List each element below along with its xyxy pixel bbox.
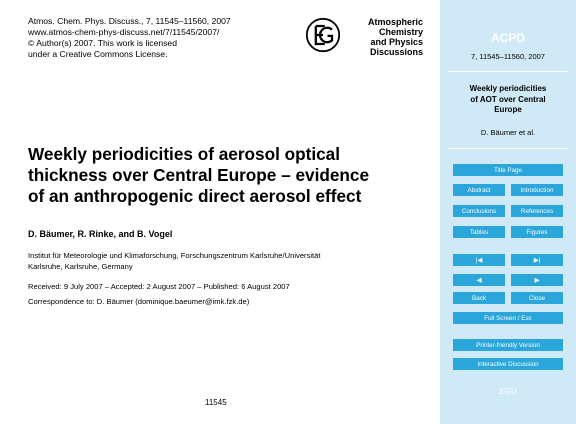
short-title-line-3: Europe bbox=[494, 105, 522, 114]
page-number: 11545 bbox=[205, 398, 227, 407]
logo-word-physics: and Physics bbox=[370, 37, 423, 47]
logo-wordmark bbox=[339, 17, 423, 57]
affiliation-line-2: Karlsruhe, Karlsruhe, Germany bbox=[28, 261, 133, 271]
last-page-icon[interactable]: ▶| bbox=[511, 254, 563, 266]
publisher-name: EGU bbox=[499, 387, 517, 396]
title-line-2: thickness over Central Europe – evidence bbox=[28, 165, 370, 185]
short-title-line-2: of AOT over Central bbox=[470, 94, 546, 104]
publication-dates: Received: 9 July 2007 – Accepted: 2 August 2007 – Published: 6 August 2007 bbox=[28, 282, 290, 291]
figures-button[interactable]: Figures bbox=[511, 226, 563, 238]
divider bbox=[448, 148, 568, 149]
affiliation-line-1: Institut für Meteorologie und Klimaforschung, Forschungszentrum Karlsruhe/Universität bbox=[28, 251, 321, 260]
correspondence: Correspondence to: D. Bäumer (dominique.baeumer@imk.fzk.de) bbox=[28, 297, 250, 306]
egu-logo-icon bbox=[305, 17, 341, 53]
divider bbox=[448, 71, 568, 72]
navigation-sidebar bbox=[440, 0, 576, 424]
short-authors: D. Bäumer et al. bbox=[480, 128, 536, 137]
author-list: D. Bäumer, R. Rinke, and B. Vogel bbox=[28, 229, 173, 239]
title-line-1: Weekly periodicities of aerosol optical bbox=[28, 144, 341, 164]
citation-url: www.atmos-chem-phys-discuss.net/7/11545/2007/ bbox=[28, 27, 220, 37]
interactive-discussion-button[interactable]: Interactive Discussion bbox=[453, 358, 563, 370]
back-button[interactable]: Back bbox=[453, 292, 505, 304]
first-page-icon[interactable]: |◀ bbox=[453, 254, 505, 266]
journal-reference: 7, 11545–11560, 2007 bbox=[471, 52, 545, 61]
copyright-line: © Author(s) 2007. This work is licensed bbox=[28, 38, 177, 48]
conclusions-button[interactable]: Conclusions bbox=[453, 205, 505, 217]
paper-title bbox=[28, 144, 433, 207]
tables-button[interactable]: Tables bbox=[453, 226, 505, 238]
previous-page-icon[interactable]: ◀ bbox=[453, 274, 505, 286]
affiliation bbox=[28, 251, 428, 272]
printer-friendly-button[interactable]: Printer-friendly Version bbox=[453, 339, 563, 351]
full-screen-button[interactable]: Full Screen / Esc bbox=[453, 312, 563, 324]
introduction-button[interactable]: Introduction bbox=[511, 184, 563, 196]
close-button[interactable]: Close bbox=[511, 292, 563, 304]
journal-name: ACPD bbox=[490, 31, 525, 45]
logo-word-chemistry: Chemistry bbox=[378, 27, 423, 37]
references-button[interactable]: References bbox=[511, 205, 563, 217]
license-line: under a Creative Commons License. bbox=[28, 49, 168, 59]
next-page-icon[interactable]: ▶ bbox=[511, 274, 563, 286]
logo-word-atmospheric: Atmospheric bbox=[367, 17, 423, 27]
title-line-3: of an anthropogenic direct aerosol effect bbox=[28, 186, 362, 206]
abstract-button[interactable]: Abstract bbox=[453, 184, 505, 196]
title-page-button[interactable]: Title Page bbox=[453, 164, 563, 176]
short-title-line-1: Weekly periodicities bbox=[469, 84, 547, 93]
logo-word-discussions: Discussions bbox=[369, 47, 423, 57]
short-title bbox=[440, 84, 576, 116]
citation-line: Atmos. Chem. Phys. Discuss., 7, 11545–11560, 2007 bbox=[28, 16, 231, 26]
egu-journal-logo bbox=[305, 13, 425, 63]
